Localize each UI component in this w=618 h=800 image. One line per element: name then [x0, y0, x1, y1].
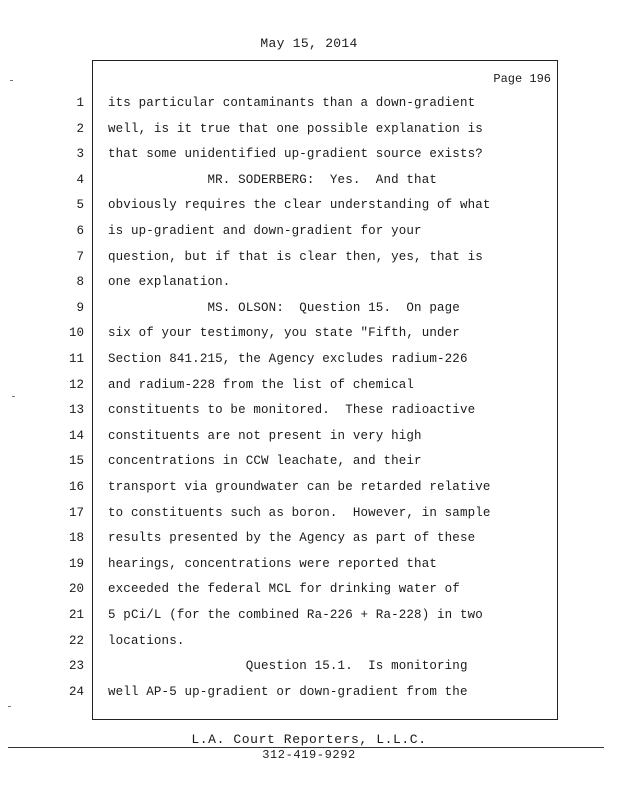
scan-speck: [8, 706, 11, 707]
transcript-line: is up-gradient and down-gradient for your: [108, 224, 422, 238]
line-number: 12: [68, 378, 84, 392]
line-number: 19: [68, 557, 84, 571]
transcript-line: well AP-5 up-gradient or down-gradient from the: [108, 685, 468, 699]
transcript-line: MR. SODERBERG: Yes. And that: [108, 173, 438, 187]
line-number: 18: [68, 531, 84, 545]
transcript-line: 5 pCi/L (for the combined Ra-226 + Ra-228) in two: [108, 608, 483, 622]
transcript-line: MS. OLSON: Question 15. On page: [108, 301, 460, 315]
transcript-line: and radium-228 from the list of chemical: [108, 378, 415, 392]
line-number: 2: [76, 122, 84, 136]
scan-speck: [12, 396, 15, 397]
line-number: 3: [76, 147, 84, 161]
transcript-line: well, is it true that one possible explanation is: [108, 122, 483, 136]
transcript-line: six of your testimony, you state "Fifth, under: [108, 326, 460, 340]
transcript-line: its particular contaminants than a down-gradient: [108, 96, 476, 110]
line-number: 6: [76, 224, 84, 238]
line-number: 5: [76, 198, 84, 212]
line-number: 7: [76, 250, 84, 264]
page-number: Page 196: [493, 72, 551, 86]
transcript-line: concentrations in CCW leachate, and their: [108, 454, 422, 468]
line-number: 4: [76, 173, 84, 187]
line-number: 11: [68, 352, 84, 366]
transcript-line: one explanation.: [108, 275, 231, 289]
line-number: 24: [68, 685, 84, 699]
line-number: 8: [76, 275, 84, 289]
court-reporter-name: L.A. Court Reporters, L.L.C.: [191, 732, 427, 747]
transcript-line: question, but if that is clear then, yes, that is: [108, 250, 483, 264]
transcript-line: obviously requires the clear understanding of what: [108, 198, 491, 212]
transcript-line: that some unidentified up-gradient source exists?: [108, 147, 483, 161]
transcript-line: transport via groundwater can be retarded relative: [108, 480, 491, 494]
transcript-line: hearings, concentrations were reported that: [108, 557, 438, 571]
transcript-line: exceeded the federal MCL for drinking water of: [108, 582, 460, 596]
line-number: 21: [68, 608, 84, 622]
transcript-line: constituents are not present in very high: [108, 429, 422, 443]
scan-speck: [10, 80, 13, 81]
line-number: 15: [68, 454, 84, 468]
line-number: 9: [76, 301, 84, 315]
court-reporter-phone: 312-419-9292: [262, 748, 356, 762]
transcript-line: to constituents such as boron. However, in sample: [108, 506, 491, 520]
transcript-line: Section 841.215, the Agency excludes radium-226: [108, 352, 468, 366]
line-number: 22: [68, 634, 84, 648]
line-number: 10: [68, 326, 84, 340]
line-number: 20: [68, 582, 84, 596]
transcript-line: locations.: [108, 634, 185, 648]
line-number: 17: [68, 506, 84, 520]
line-number: 14: [68, 429, 84, 443]
transcript-line: results presented by the Agency as part of these: [108, 531, 476, 545]
transcript-date: May 15, 2014: [260, 36, 358, 51]
line-number: 23: [68, 659, 84, 673]
line-number: 16: [68, 480, 84, 494]
line-number: 13: [68, 403, 84, 417]
line-number: 1: [76, 96, 84, 110]
transcript-line: constituents to be monitored. These radioactive: [108, 403, 476, 417]
transcript-line: Question 15.1. Is monitoring: [108, 659, 468, 673]
